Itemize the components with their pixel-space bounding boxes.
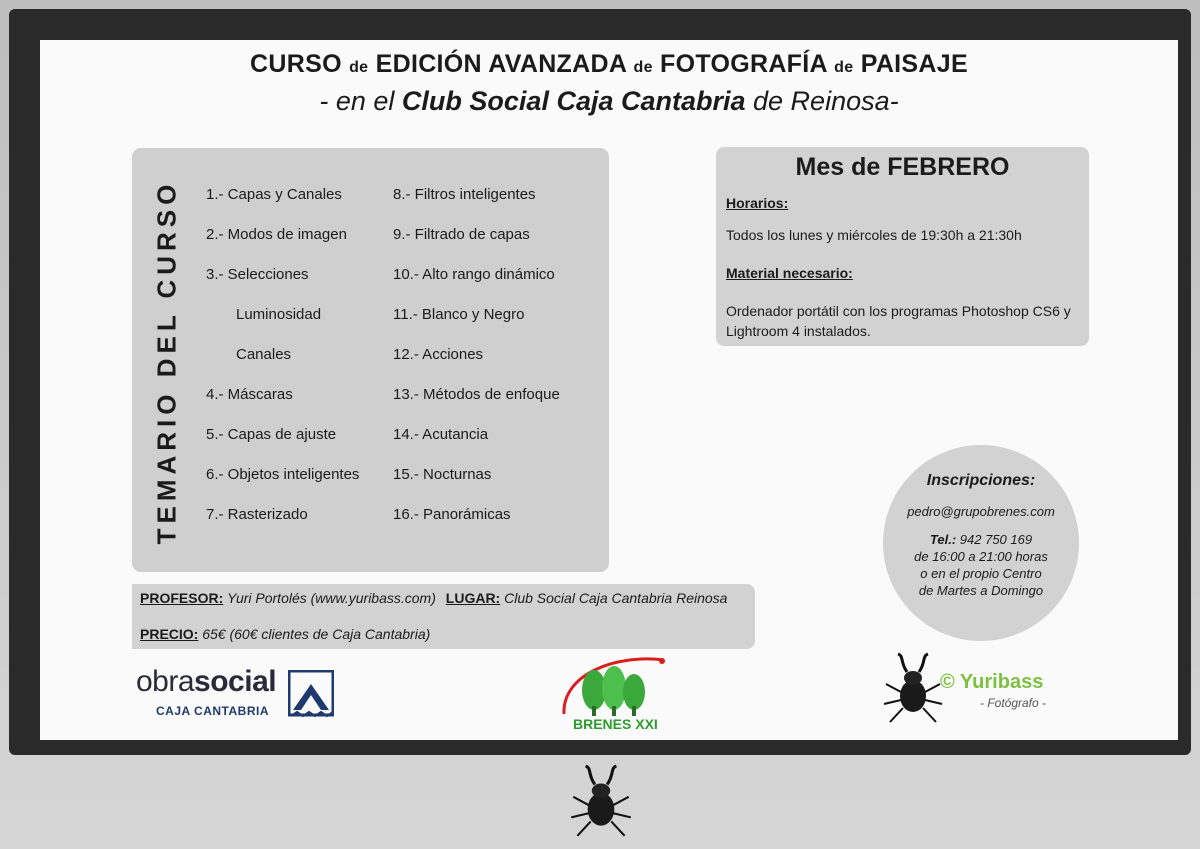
precio-line — [140, 626, 436, 642]
inscripciones-circle — [883, 445, 1079, 641]
syllabus-item: 12.- Acciones — [393, 346, 484, 363]
title-connector: de — [834, 59, 854, 76]
horarios-label: Horarios: — [726, 195, 789, 211]
obra-prefix: obra — [136, 665, 195, 698]
syllabus-subitem: Luminosidad — [236, 306, 322, 323]
profesor-value: Yuri Portolés (www.yuribass.com) — [227, 590, 436, 606]
schedule-panel — [716, 147, 1089, 346]
syllabus-item: 2.- Modos de imagen — [206, 226, 347, 243]
subtitle-venue: Club Social Caja Cantabria — [401, 86, 746, 116]
syllabus-item: 9.- Filtrado de capas — [393, 226, 530, 243]
caja-cantabria-logo-icon — [288, 670, 334, 718]
syllabus-item: 5.- Capas de ajuste — [206, 426, 337, 443]
profesor-line — [140, 590, 733, 606]
syllabus-item: 14.- Acutancia — [393, 426, 489, 443]
syllabus-panel — [132, 148, 609, 572]
inscripciones-place: o en el propio Centro — [920, 566, 1042, 581]
syllabus-vertical-label — [147, 164, 187, 559]
yuribass-subtitle: - Fotógrafo - — [980, 696, 1047, 710]
syllabus-item: 4.- Máscaras — [206, 386, 293, 403]
syllabus-item: 10.- Alto rango dinámico — [393, 266, 555, 283]
course-info-panel — [132, 584, 755, 649]
obra-bold: social — [194, 665, 277, 698]
schedule-title: Mes de FEBRERO — [795, 153, 1010, 181]
caja-cantabria-text: CAJA CANTABRIA — [156, 704, 269, 718]
syllabus-label-text: TEMARIO DEL CURSO — [151, 179, 182, 545]
syllabus-item: 13.- Métodos de enfoque — [393, 386, 560, 403]
syllabus-item: 11.- Blanco y Negro — [393, 306, 525, 323]
syllabus-item: 6.- Objetos inteligentes — [206, 466, 360, 483]
stag-beetle-bezel-icon — [565, 764, 637, 842]
poster-screen — [40, 40, 1178, 740]
inscripciones-email: pedro@grupobrenes.com — [907, 504, 1055, 519]
brenes-trees-logo-icon — [556, 654, 668, 718]
stag-beetle-logo-icon — [878, 652, 948, 728]
course-title — [40, 50, 1178, 79]
precio-label: PRECIO: — [140, 626, 199, 642]
syllabus-item: 3.- Selecciones — [206, 266, 309, 283]
lugar-label: LUGAR: — [445, 590, 501, 606]
lugar-value: Club Social Caja Cantabria Reinosa — [504, 590, 728, 606]
title-connector: de — [633, 59, 653, 76]
material-label: Material necesario: — [726, 265, 853, 281]
obra-social-logo-text — [136, 665, 276, 699]
material-text: Ordenador portátil con los programas Photoshop CS6 y Lightroom 4 instalados. — [726, 303, 1071, 339]
inscripciones-title: Inscripciones: — [926, 472, 1036, 489]
syllabus-item: 16.- Panorámicas — [393, 506, 511, 523]
title-connector: de — [349, 59, 369, 76]
profesor-label: PROFESOR: — [140, 590, 224, 606]
title-word: EDICIÓN AVANZADA — [375, 50, 627, 78]
syllabus-item: 7.- Rasterizado — [206, 506, 308, 523]
horarios-text: Todos los lunes y miércoles de 19:30h a 21:30h — [726, 227, 1022, 243]
subtitle-prefix: - en el — [319, 86, 402, 116]
tel-value: 942 750 169 — [956, 532, 1033, 547]
subtitle-suffix: de Reinosa- — [745, 86, 899, 116]
monitor-frame — [9, 9, 1191, 755]
precio-value: 65€ (60€ clientes de Caja Cantabria) — [202, 626, 431, 642]
syllabus-item: 15.- Nocturnas — [393, 466, 492, 483]
syllabus-item: 1.- Capas y Canales — [206, 186, 342, 203]
title-word: PAISAJE — [860, 50, 968, 78]
inscripciones-tel — [883, 532, 1079, 547]
title-word: CURSO — [250, 50, 342, 78]
inscripciones-hours: de 16:00 a 21:00 horas — [914, 549, 1048, 564]
tel-label: Tel.: — [929, 532, 957, 547]
syllabus-item: 8.- Filtros inteligentes — [393, 186, 536, 203]
title-word: FOTOGRAFÍA — [660, 50, 827, 78]
course-subtitle — [40, 86, 1178, 117]
inscripciones-days: de Martes a Domingo — [918, 583, 1044, 598]
yuribass-logo-text: © Yuribass — [940, 671, 1044, 693]
brenes-logo-text: BRENES XXI — [573, 716, 658, 732]
syllabus-subitem: Canales — [236, 346, 292, 363]
